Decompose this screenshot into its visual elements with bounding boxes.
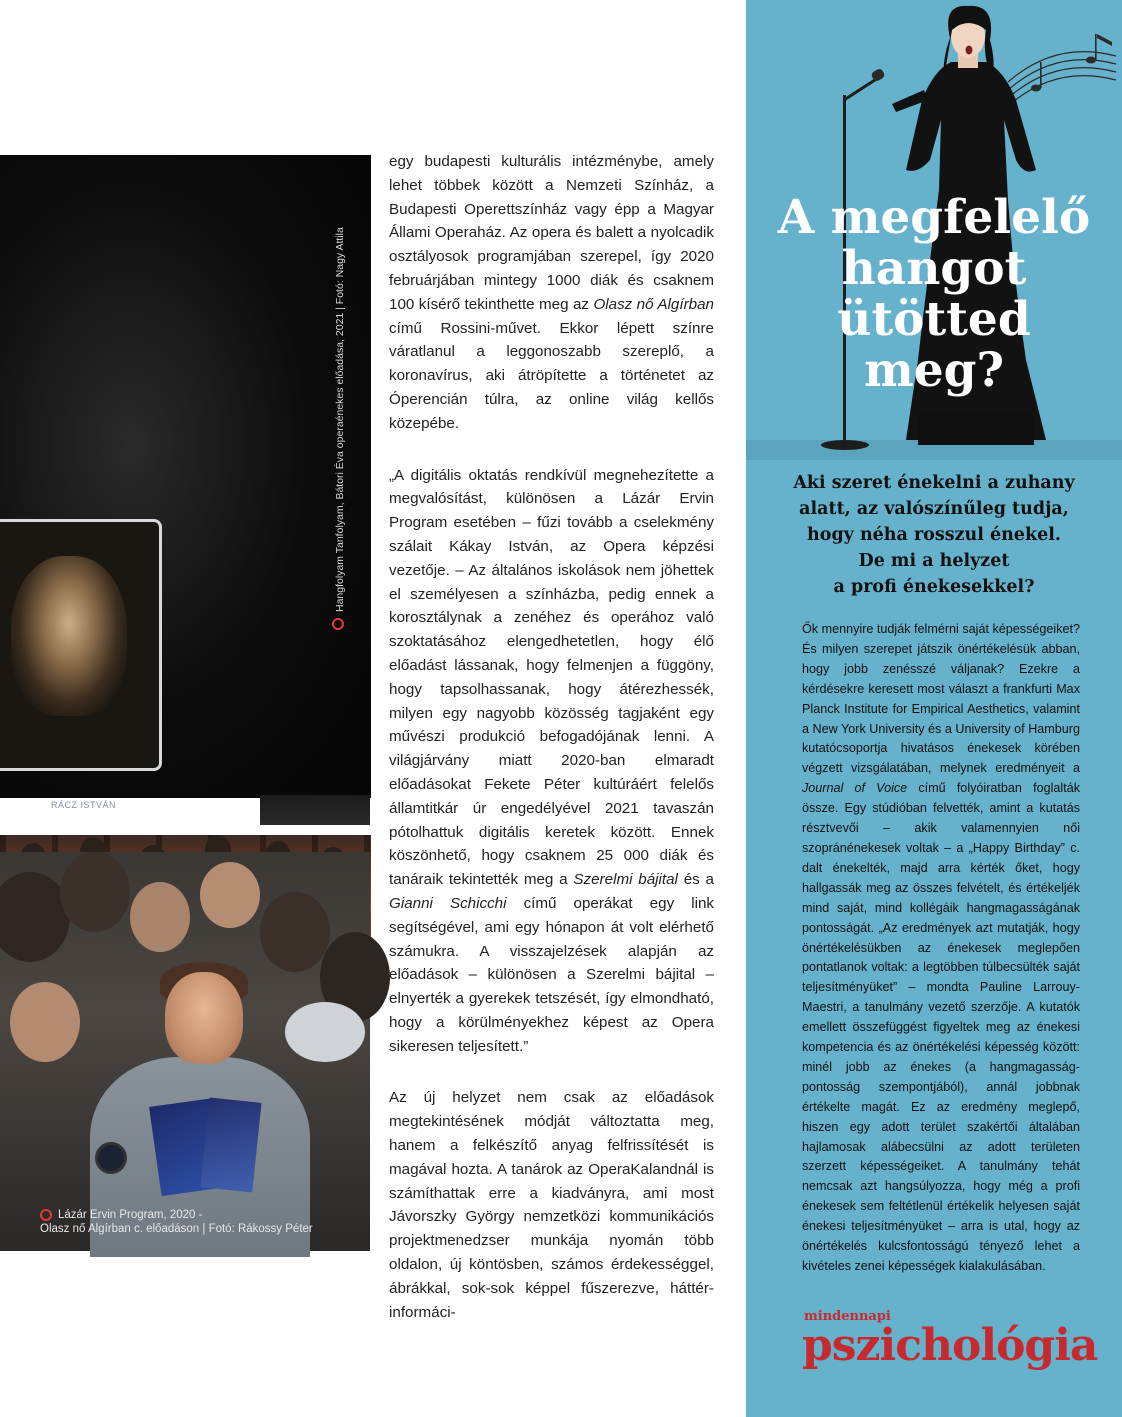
music-notes-icon	[1008, 52, 1116, 106]
sidebar-body-text: Ők mennyire tudják felmérni saját képességeiket? És milyen szerepet játszik önértékelésük abban, hogy jobb zenésszé váljanak? Ezekre a kérdésekre keresett most választ a frankfurti Max Planck Institute for Empirical Aesthetics, valamint a New York University és a University of Hamburg kutatócsoportja hivatásos énekesek körében végzett vizsgálatában, melynek eredményeit a Journal of Voice című folyóiratban foglalták össze. Egy stúdióban felvették, amint a kutatás résztvevői – akik valamennyien női szopránénekesek voltak – a „Happy Birthday” c. dalt énekelték, majd arra kérték őket, hogy hallgassák meg az összes felvételt, és értékeljék mind saját, mind kollégáik hangmagasságának pontosságát. „Az eredmények azt mutatják, hogy önértékelésükben az énekesek meglepően pontatlanok voltak: a legtöbben túlbecsülték saját teljesítményüket” – mondta Pauline Larrouy-Maestri, a tanulmány vezető szerzője. A kutatók emellett összefüggést figyeltek meg az énekesi kompetencia és az önértékelési képesség között: minél jobb az énekes (a hangmagasság-pontosság szempontjából), annál jobbnak értékelte magát. Ez az eredmény meglepő, hiszen egy adott terület szakértői általában hajlamosak alábecsülni az adott területen szerzett képességeiket. A tanulmány tehát nemcsak azt hangsúlyozza, hogy még a profi énekesek sem feltétlenül értékelik helyesen saját énekesi teljesítményüket – arra is utal, hogy az önértékelés kulcsfontosságú tényező lehet a kivételes zenei képességek kialakulásában.	[802, 622, 1080, 1273]
singer-portrait	[11, 556, 127, 716]
sidebar-title: A megfelelő hangot ütötted meg?	[777, 190, 1091, 398]
article-paragraph-3: Az új helyzet nem csak az előadások megtekintésének módját változtatta meg, hanem a felkészítő anyag felfrissítését is magával hozta. A tanárok az OperaKalandnál is számíthattak erre a kiadványra, ami most Jávorszky György nemzetközi kommunikációs projektmenedzser munkája nyomán több oldalon, új köntösben, számos érdekességgel, ábrákkal, sok-sok képpel fűszerezve, háttér-informáci-	[389, 1089, 714, 1321]
article-column	[389, 150, 714, 1352]
article-paragraph-2: „A digitális oktatás rendkívül megnehezítette a megvalósítást, különösen a Lázár Ervin Program esetében – fűzi tovább a cselekmény szálait Kákay István, az Opera képzési vezetője. – Az általános iskolások nem jöhettek el személyesen a színházba, pedig ennek a korosztálynak a zenéhez és operához való szoktatásához elengedhetetlen, hogy élő előadást lássanak, hogy felmenjen a függöny, hogy tapsolhassanak, hogy átérezhessék, milyen egy nagyobb közösség tagjaként egy művészi produkció befogadójának lenni. A világjárvány miatt 2020-ban elmaradt előadásokat Fekete Péter kultúráért felelős államtitkár úr engedélyével 2021 tavaszán pótolhattuk digitális keretek között. Ennek köszönhető, hogy csaknem 25 000 diák és tanáraik tekintették meg a Szerelmi bájital és a Gianni Schicchi című operákat egy link segítségével, ami egy hónapon át volt elérhető számukra. A visszajelzések alapján az előadások – különösen a Szerelmi bájital – elnyerték a gyerekek tetszését, így elmondható, hogy a körülményekhez képest az Opera sikeresen teljesített.”	[389, 466, 714, 1055]
boy-face	[165, 972, 243, 1064]
sidebar-lead: Aki szeret énekelni a zuhany alatt, az valószínűleg tudja, hogy néha rosszul énekel. De mi a helyzet a profi énekesekkel?	[793, 473, 1075, 597]
program-leaflet-second	[200, 1098, 261, 1193]
magazine-logo	[802, 1309, 1098, 1371]
bottom-photo-caption: Lázár Ervin Program, 2020 - Olasz nő Algírban c. előadáson | Fotó: Rákossy Péter	[40, 1209, 313, 1235]
logo-big-text: pszichológia	[802, 1320, 1098, 1371]
stage-edge	[260, 795, 370, 825]
article-paragraph-1: egy budapesti kulturális intézménybe, amely lehet többek között a Nemzeti Színház, a Budapesti Operettszínház vagy épp a Magyar Állami Operaház. Az opera és balett a nyolcadik osztályosok programjában szerepel, így 2020 februárjában mintegy 1000 diák és csaknem 100 kísérő tekinthette meg az Olasz nő Algírban című Rossini-művet. Ekkor lépett színre váratlanul a leggonoszabb szereplő, a koronavírus, aki átröpítette a történetet az Óperencián túlra, az online világ kellős közepébe.	[389, 153, 714, 432]
projection-screen	[0, 519, 162, 771]
caption-ring-icon	[332, 618, 344, 630]
sidebar-panel	[746, 0, 1122, 1417]
screen-name-label: RÁCZ ISTVÁN	[51, 800, 117, 810]
wristwatch	[95, 1142, 127, 1174]
students-photo	[0, 852, 370, 1251]
caption-ring-icon	[40, 1209, 52, 1221]
top-photo-caption: Hangfolyam Tanfolyam, Bátori Éva operaénekes előadása, 2021 | Fotó: Nagy Attila	[312, 180, 352, 630]
logo-small-text: mindennapi	[804, 1309, 891, 1324]
theater-photo	[0, 155, 371, 810]
